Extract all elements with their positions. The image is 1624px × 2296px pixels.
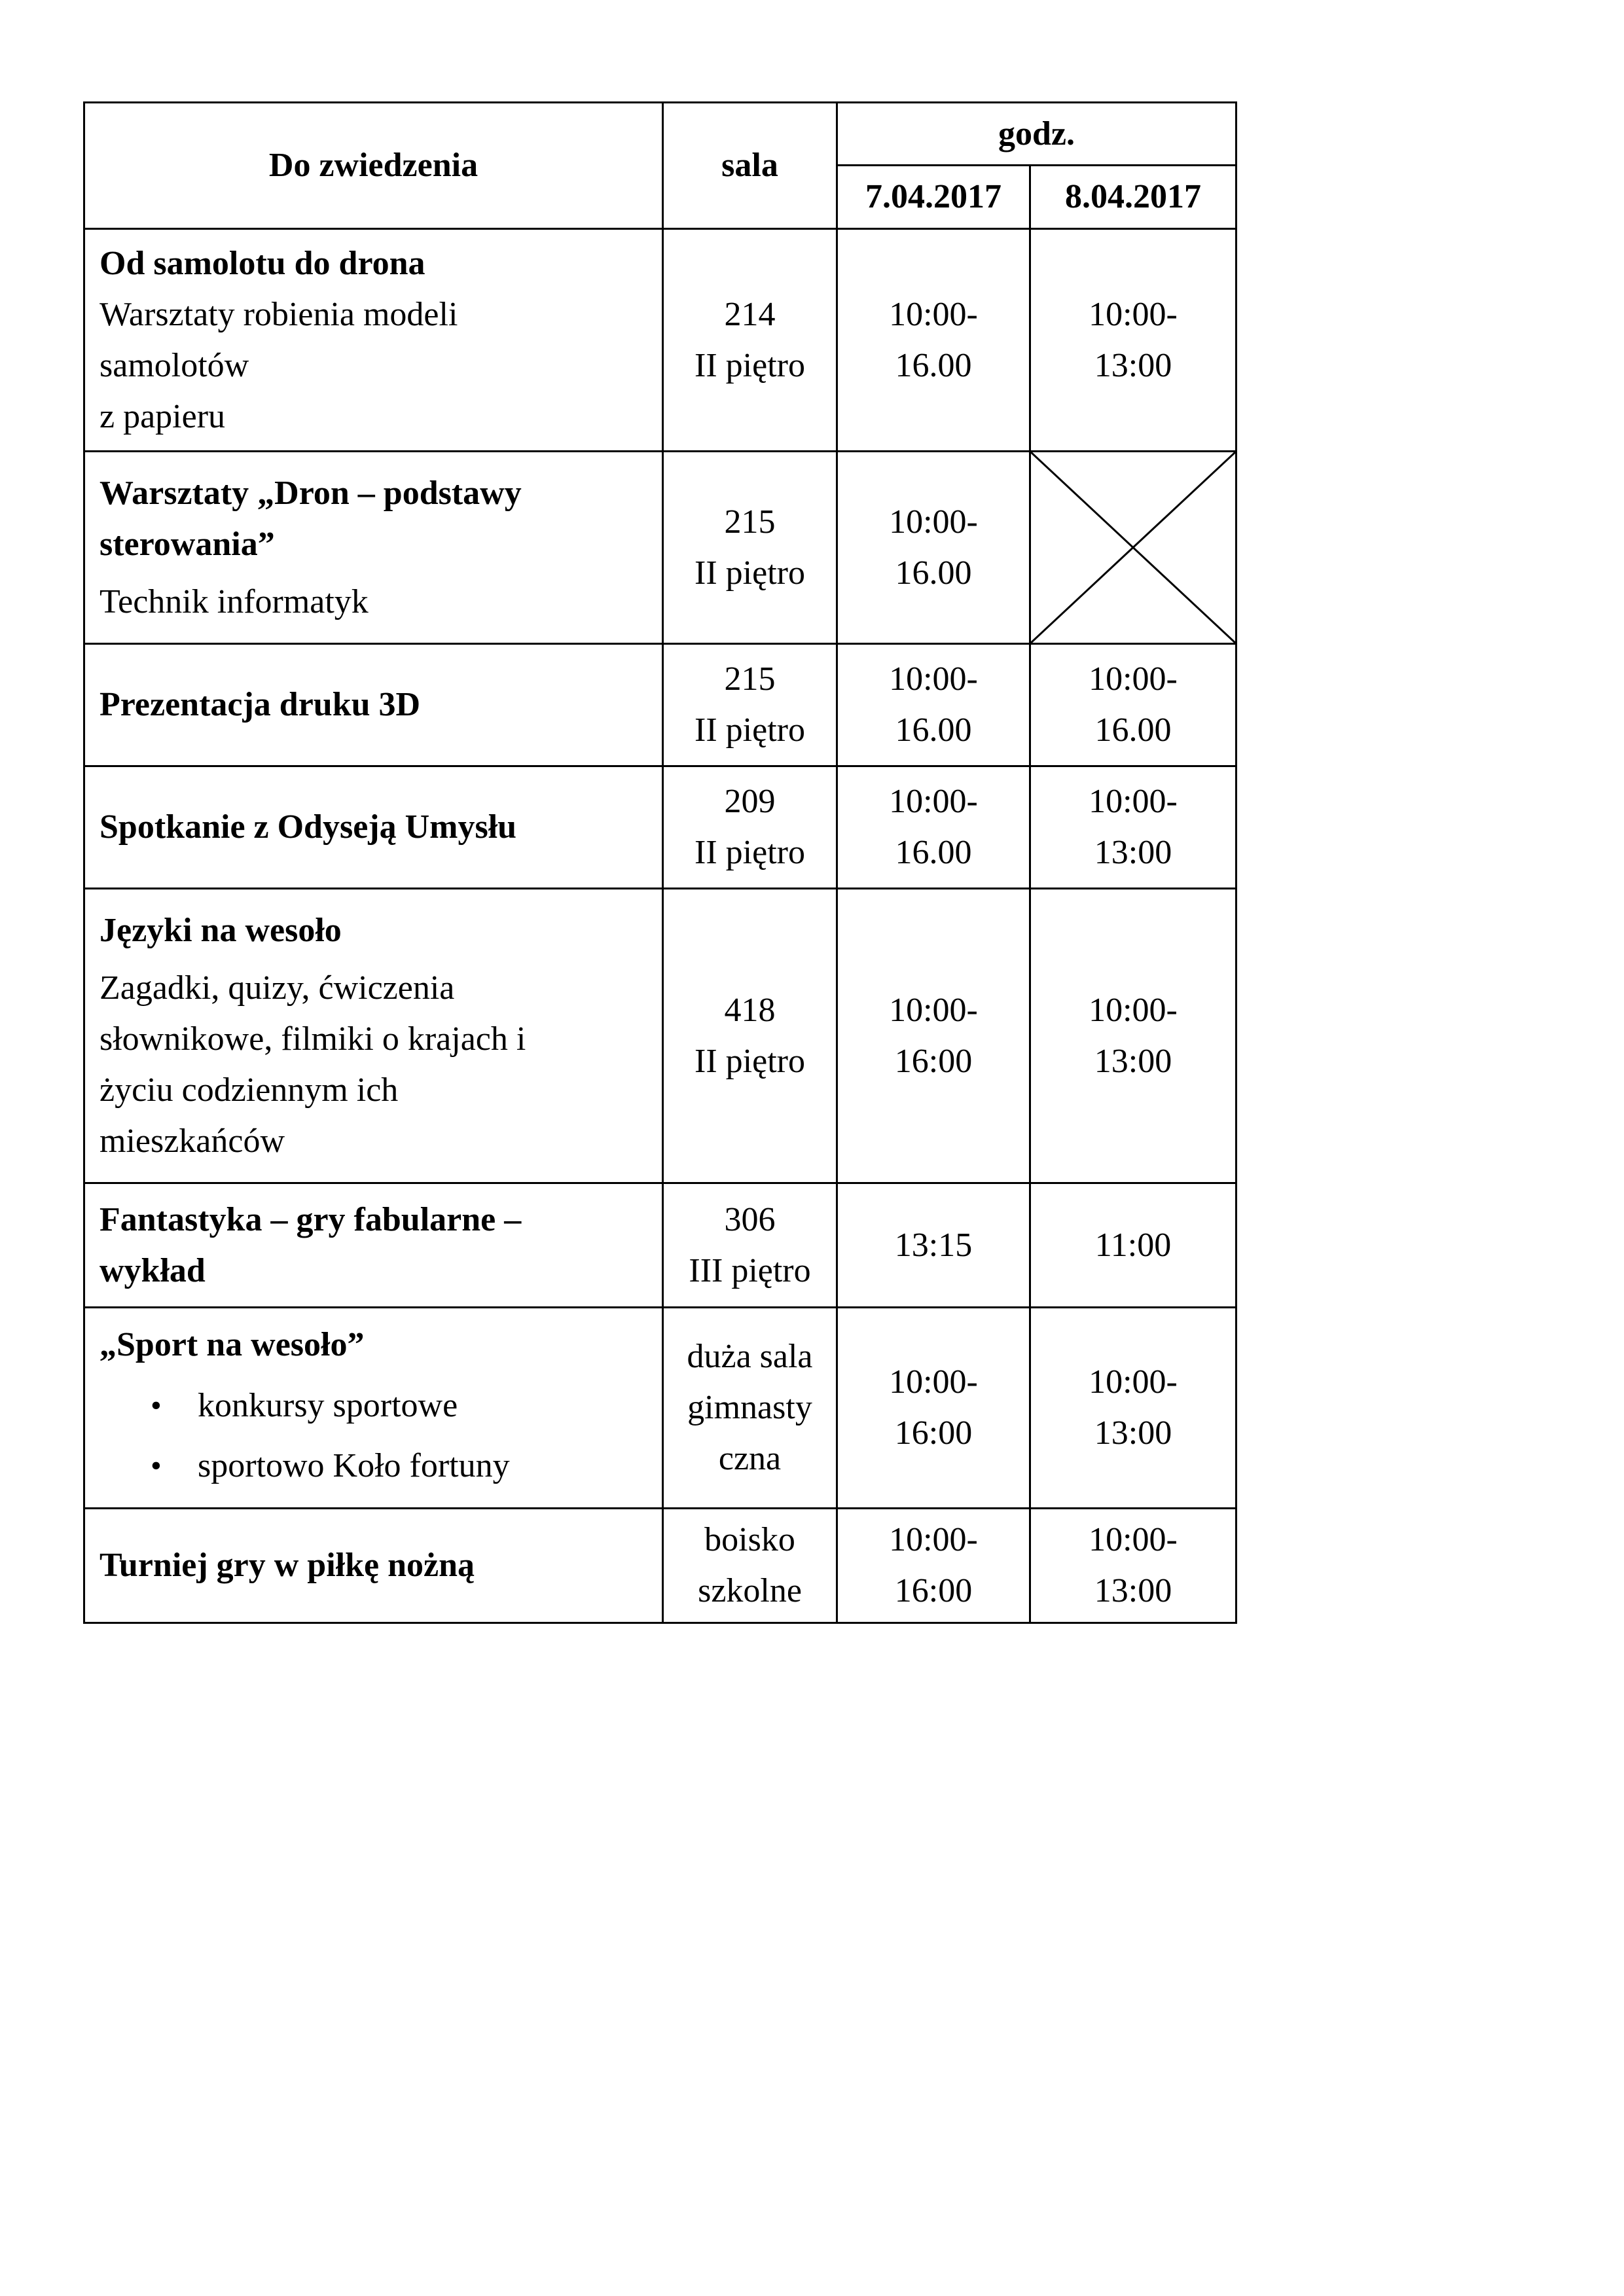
time-end: 16:00 <box>894 1414 973 1452</box>
time-start: 10:00- <box>1089 1363 1178 1401</box>
activity-desc: z papieru <box>99 397 226 435</box>
activity-title: sterowania” <box>99 525 275 563</box>
room-line: szkolne <box>698 1572 802 1609</box>
time-cell-day2 <box>1030 644 1236 766</box>
time-end: 16.00 <box>895 346 972 384</box>
room-cell <box>663 229 837 452</box>
room-floor: II piętro <box>695 346 805 384</box>
header-room: sala <box>663 103 837 229</box>
activity-desc: Warsztaty robienia modeli <box>99 295 458 333</box>
time-cell-day2: 11:00 <box>1030 1183 1236 1308</box>
room-line: czna <box>718 1440 782 1477</box>
time-start: 10:00- <box>889 1521 978 1558</box>
time-cell-day1 <box>837 889 1030 1183</box>
table-row <box>84 889 1236 1183</box>
table-row <box>84 1183 1236 1308</box>
activity-title: Turniej gry w piłkę nożną <box>84 1509 663 1623</box>
time-cell-day1 <box>837 1509 1030 1623</box>
time-end: 13:00 <box>1094 1042 1172 1080</box>
activity-cell <box>84 889 663 1183</box>
room-cell <box>663 1509 837 1623</box>
activity-title: wykład <box>99 1251 206 1289</box>
room-floor: II piętro <box>695 554 805 592</box>
time-start: 10:00- <box>889 1363 978 1401</box>
time-end: 13:00 <box>1094 834 1172 871</box>
time-cell-day1: 13:15 <box>837 1183 1030 1308</box>
time-start: 10:00- <box>889 660 978 698</box>
cross-mark-icon <box>1031 452 1235 643</box>
activity-title: „Sport na wesoło” <box>99 1326 365 1363</box>
activity-title: Od samolotu do drona <box>99 244 425 282</box>
time-cell-day2 <box>1030 1509 1236 1623</box>
time-start: 10:00- <box>1089 660 1178 698</box>
header-name: Do zwiedzenia <box>84 103 663 229</box>
room-floor: II piętro <box>695 834 805 871</box>
time-cell-day1 <box>837 229 1030 452</box>
room-line: gimnasty <box>687 1389 812 1426</box>
activity-desc: Technik informatyk <box>99 583 369 620</box>
room-floor: III piętro <box>689 1251 811 1289</box>
room-floor: II piętro <box>695 1042 805 1080</box>
time-end: 13:00 <box>1094 1414 1172 1452</box>
activity-cell <box>84 1183 663 1308</box>
room-cell <box>663 766 837 889</box>
activity-cell <box>84 1308 663 1509</box>
time-cell-day1 <box>837 644 1030 766</box>
activity-desc: mieszkańców <box>99 1122 285 1160</box>
room-line: duża sala <box>687 1338 813 1375</box>
table-row <box>84 452 1236 644</box>
time-end: 16:00 <box>894 1042 973 1080</box>
table-row <box>84 1509 1236 1623</box>
time-end: 13:00 <box>1094 346 1172 384</box>
activity-cell <box>84 452 663 644</box>
room-cell <box>663 1308 837 1509</box>
room-cell <box>663 1183 837 1308</box>
activity-desc: życiu codziennym ich <box>99 1071 399 1109</box>
room-number: 214 <box>724 295 776 333</box>
header-time: godz. <box>837 103 1236 166</box>
time-cell-day2 <box>1030 889 1236 1183</box>
schedule-table <box>83 101 1237 1624</box>
activity-title: Prezentacja druku 3D <box>84 644 663 766</box>
table-row <box>84 644 1236 766</box>
bullet-list <box>99 1376 655 1496</box>
time-start: 10:00- <box>889 295 978 333</box>
table-row <box>84 1308 1236 1509</box>
room-number: 215 <box>724 503 776 541</box>
room-number: 418 <box>724 991 776 1029</box>
activity-title: Języki na wesoło <box>99 911 342 949</box>
room-cell <box>663 644 837 766</box>
time-cell-day1 <box>837 766 1030 889</box>
time-cell-day2 <box>1030 1308 1236 1509</box>
time-start: 10:00- <box>889 991 978 1029</box>
activity-desc: samolotów <box>99 346 249 384</box>
time-start: 10:00- <box>1089 991 1178 1029</box>
room-cell <box>663 889 837 1183</box>
time-end: 16:00 <box>894 1572 973 1609</box>
table-row <box>84 766 1236 889</box>
time-cell-day1 <box>837 1308 1030 1509</box>
time-start: 10:00- <box>889 783 978 820</box>
activity-title: Fantastyka – gry fabularne – <box>99 1200 522 1238</box>
bullet-item: • sportowo Koło fortuny <box>198 1436 655 1496</box>
time-start: 10:00- <box>1089 295 1178 333</box>
header-date-2: 8.04.2017 <box>1030 166 1236 229</box>
room-number: 306 <box>724 1200 776 1238</box>
activity-title: Spotkanie z Odyseją Umysłu <box>84 766 663 889</box>
bullet-item: • konkursy sportowe <box>198 1376 655 1436</box>
activity-cell <box>84 229 663 452</box>
time-start: 10:00- <box>1089 783 1178 820</box>
header-date-1: 7.04.2017 <box>837 166 1030 229</box>
room-line: boisko <box>704 1521 795 1558</box>
time-end: 16.00 <box>895 711 972 749</box>
room-number: 215 <box>724 660 776 698</box>
room-floor: II piętro <box>695 711 805 749</box>
room-cell <box>663 452 837 644</box>
time-cell-day2 <box>1030 229 1236 452</box>
activity-desc: słownikowe, filmiki o krajach i <box>99 1020 526 1058</box>
time-cell-day1 <box>837 452 1030 644</box>
activity-title: Warsztaty „Dron – podstawy <box>99 474 522 512</box>
time-end: 16.00 <box>895 834 972 871</box>
time-end: 16.00 <box>1094 711 1172 749</box>
time-cell-day2 <box>1030 766 1236 889</box>
table-row <box>84 229 1236 452</box>
time-start: 10:00- <box>889 503 978 541</box>
room-number: 209 <box>724 783 776 820</box>
time-end: 16.00 <box>895 554 972 592</box>
time-start: 10:00- <box>1089 1521 1178 1558</box>
not-available-cross-cell <box>1030 452 1236 644</box>
time-end: 13:00 <box>1094 1572 1172 1609</box>
activity-desc: Zagadki, quizy, ćwiczenia <box>99 969 455 1007</box>
